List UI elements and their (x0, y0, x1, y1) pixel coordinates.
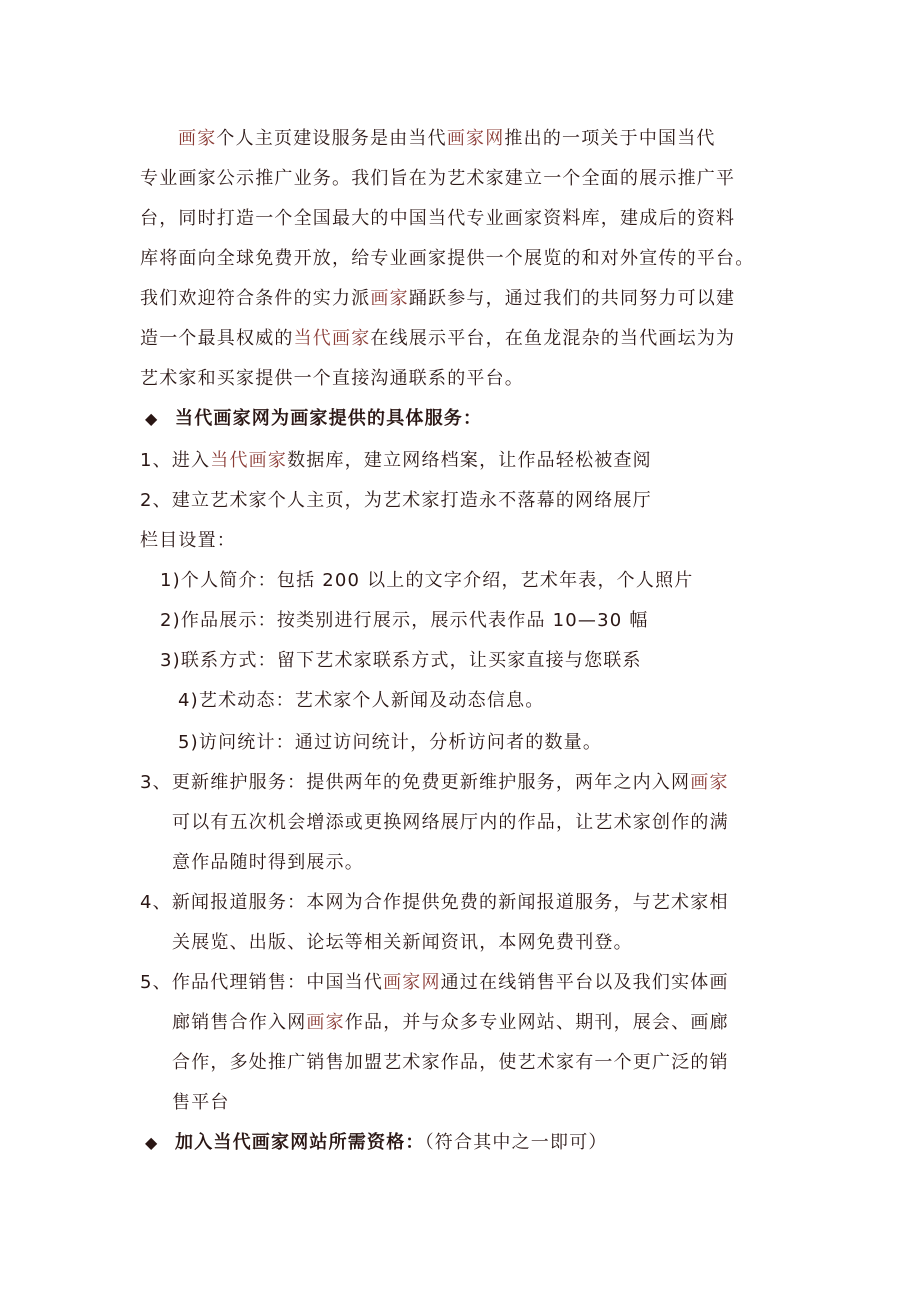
painter-site-highlight: 画家网 (446, 128, 505, 149)
services-heading: ◆ 当代画家网为画家提供的具体服务： (145, 408, 483, 429)
service-item-5-line-3: 合作，多处推广销售加盟艺术家作品，使艺术家有一个更广泛的销 (172, 1052, 729, 1073)
sub-item-profile: 1)个人简介：包括 200 以上的文字介绍，艺术年表，个人照片 (160, 570, 694, 591)
intro-line-1: 画家个人主页建设服务是由当代画家网推出的一项关于中国当代 (178, 128, 716, 149)
service-item-3-line-3: 意作品随时得到展示。 (172, 852, 364, 873)
intro-line-6: 造一个最具权威的当代画家在线展示平台，在鱼龙混杂的当代画坛为为 (140, 328, 736, 349)
service-item-1: 1、进入当代画家数据库，建立网络档案，让作品轻松被查阅 (140, 450, 652, 471)
sub-item-contact: 3)联系方式：留下艺术家联系方式，让买家直接与您联系 (160, 650, 642, 671)
intro-line-7: 艺术家和买家提供一个直接沟通联系的平台。 (140, 368, 524, 389)
sub-item-works: 2)作品展示：按类别进行展示，展示代表作品 10—30 幅 (160, 610, 649, 631)
painter-highlight: 画家 (178, 128, 217, 149)
service-item-4-line-2: 关展览、出版、论坛等相关新闻资讯，本网免费刊登。 (172, 932, 633, 953)
service-item-2: 2、建立艺术家个人主页，为艺术家打造永不落幕的网络展厅 (140, 490, 652, 511)
join-note: （符合其中之一即可） (424, 1132, 608, 1153)
sub-item-stats: 5)访问统计：通过访问统计，分析访问者的数量。 (178, 732, 603, 753)
service-item-4-line-1: 4、新闻报道服务：本网为合作提供免费的新闻报道服务，与艺术家相 (140, 892, 729, 913)
service-item-5-line-2: 廊销售合作入网画家作品，并与众多专业网站、期刊，展会、画廊 (172, 1012, 729, 1033)
diamond-bullet-icon: ◆ (145, 409, 159, 428)
columns-label: 栏目设置： (140, 530, 236, 551)
join-heading: ◆ 加入当代画家网站所需资格：（符合其中之一即可） (145, 1132, 608, 1153)
intro-line-4: 库将面向全球免费开放，给专业画家提供一个展览的和对外宣传的平台。 (140, 248, 755, 269)
sub-item-news: 4)艺术动态：艺术家个人新闻及动态信息。 (178, 690, 545, 711)
service-item-5-line-1: 5、作品代理销售：中国当代画家网通过在线销售平台以及我们实体画 (140, 972, 729, 993)
intro-line-3: 台，同时打造一个全国最大的中国当代专业画家资料库，建成后的资料 (140, 208, 736, 229)
service-item-5-line-4: 售平台 (172, 1092, 230, 1113)
diamond-bullet-icon: ◆ (145, 1133, 159, 1152)
service-item-3-line-1: 3、更新维护服务：提供两年的免费更新维护服务，两年之内入网画家 (140, 772, 729, 793)
intro-line-5: 我们欢迎符合条件的实力派画家踊跃参与，通过我们的共同努力可以建 (140, 288, 736, 309)
intro-line-2: 专业画家公示推广业务。我们旨在为艺术家建立一个全面的展示推广平 (140, 168, 736, 189)
service-item-3-line-2: 可以有五次机会增添或更换网络展厅内的作品，让艺术家创作的满 (172, 812, 729, 833)
